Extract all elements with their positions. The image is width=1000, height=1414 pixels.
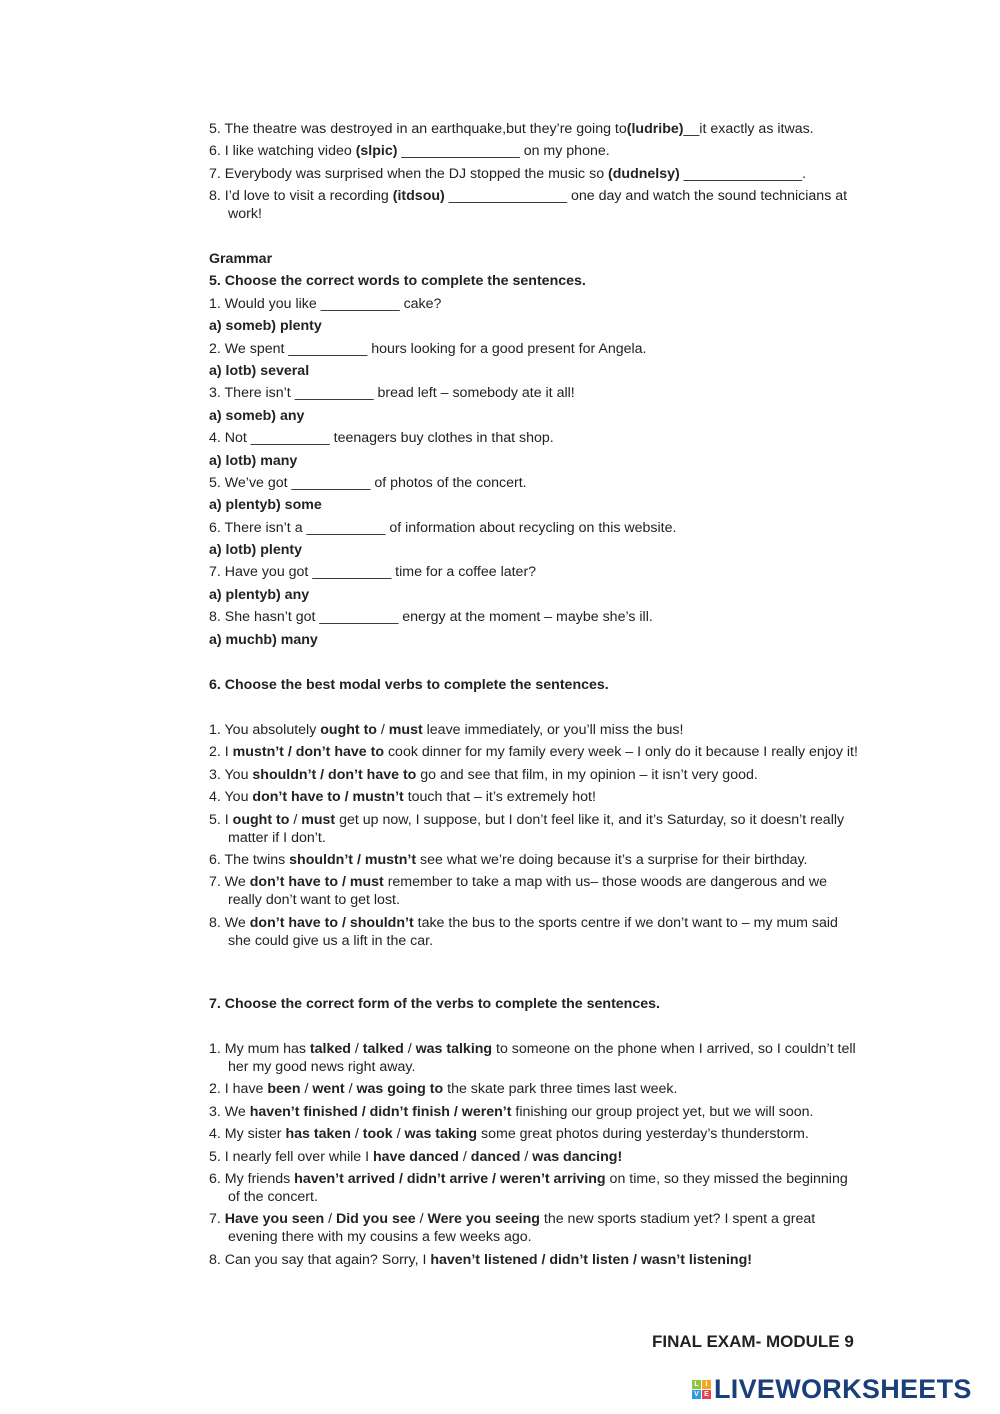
bold-text: 7. Choose the correct form of the verbs to complete the sentences. — [209, 996, 660, 1012]
answer-options — [209, 317, 861, 335]
question-item — [209, 1170, 861, 1206]
text: to someone on the phone when I arrived, so I couldn’t tell her my good news right away. — [228, 1041, 856, 1075]
text: 1. My mum has — [209, 1041, 310, 1057]
question-item — [209, 788, 861, 806]
bold-text: must — [388, 722, 423, 738]
text: / — [376, 722, 389, 738]
text: / — [300, 1081, 313, 1098]
answer-options — [209, 586, 861, 604]
logo-text: LIVEWORKSHEETS — [714, 1374, 972, 1404]
bold-text: don’t have to / mustn’t — [252, 789, 404, 806]
text: 2. I have — [209, 1081, 268, 1098]
question-item — [209, 873, 861, 909]
text: see what we’re doing because it’s a surprise for their birthday. — [416, 851, 808, 868]
text: / — [392, 1126, 405, 1143]
bold-text: ought to — [232, 811, 290, 828]
question-item — [209, 563, 861, 581]
text: 8. She hasn’t got __________ energy at the moment – maybe she’s ill. — [209, 609, 653, 626]
bold-text: (itdsou) — [392, 188, 445, 205]
text: touch that – it’s extremely hot! — [403, 789, 596, 806]
text: _______________ on my phone. — [397, 143, 610, 160]
question-item — [209, 1148, 861, 1166]
text: on time, so they missed the beginning of the concert. — [228, 1170, 848, 1205]
liveworksheets-logo — [692, 1374, 972, 1405]
answer-options — [209, 496, 861, 514]
bold-text: don’t have to / shouldn’t — [249, 914, 414, 931]
answer-option[interactable]: b) any — [267, 586, 310, 603]
question-item — [209, 519, 861, 537]
section — [209, 676, 861, 698]
bold-text: 6. Choose the best modal verbs to complete the sentences. — [209, 677, 609, 693]
text: / — [350, 1126, 363, 1143]
text: 5. The theatre was destroyed in an earthquake,but they’re going to — [209, 121, 627, 137]
text: get up now, I suppose, but I don’t feel like it, and it’s Saturday, so it doesn’t really matter if I don’t. — [228, 811, 845, 846]
text: 7. Have you got __________ time for a coffee later? — [209, 564, 537, 581]
text: 3. We — [209, 1103, 250, 1120]
section — [209, 995, 861, 1017]
logo-tile: V — [692, 1390, 701, 1399]
question-item — [209, 851, 861, 869]
text: 3. You — [209, 766, 253, 783]
text: _______________. — [679, 165, 807, 182]
bold-text: mustn’t / don’t have to — [232, 744, 385, 761]
question-item — [209, 743, 861, 761]
section — [209, 1040, 861, 1273]
text: remember to take a map with us– those woods are dangerous and we really don’t want to get lost. — [228, 874, 827, 909]
text: / — [289, 811, 302, 828]
question-item — [209, 142, 861, 160]
question-item — [209, 429, 861, 447]
question-item — [209, 608, 861, 626]
question-item — [209, 1210, 861, 1246]
text: some great photos during yesterday’s thunderstorm. — [477, 1126, 809, 1143]
text: 1. Would you like __________ cake? — [209, 295, 442, 312]
text: take the bus to the sports centre if we don’t want to – my mum said she could give us a lift in the car. — [228, 914, 838, 949]
bold-text: was going to — [356, 1081, 444, 1098]
bold-text: talked — [309, 1041, 351, 1057]
section-heading — [209, 995, 861, 1013]
question-item — [209, 1125, 861, 1143]
bold-text: have danced — [373, 1148, 459, 1165]
question-item — [209, 187, 861, 223]
answer-option[interactable]: b) any — [262, 407, 305, 424]
section — [209, 120, 861, 228]
answer-option[interactable]: a) plenty — [209, 586, 268, 603]
text: the skate park three times last week. — [443, 1081, 678, 1098]
text: / — [403, 1041, 416, 1057]
bold-text: ought to — [320, 722, 377, 738]
bold-text: Did you see — [335, 1211, 416, 1228]
question-item — [209, 165, 861, 183]
answer-options — [209, 362, 861, 380]
answer-option[interactable]: b) plenty — [242, 542, 303, 559]
logo-tiles-icon — [692, 1380, 711, 1399]
bold-text: (dudnelsy) — [608, 165, 680, 182]
bold-text: took — [362, 1126, 393, 1143]
bold-text: talked — [362, 1041, 404, 1057]
text: 6. The twins — [209, 851, 290, 868]
question-item — [209, 1080, 861, 1098]
bold-text: been — [267, 1081, 301, 1098]
bold-text: was taking — [404, 1126, 478, 1143]
question-item — [209, 1103, 861, 1121]
text: 2. We spent __________ hours looking for a good present for Angela. — [209, 340, 647, 357]
answer-option[interactable]: b) many — [263, 631, 318, 648]
text: 8. We — [209, 914, 250, 931]
answer-options — [209, 407, 861, 425]
bold-text: was dancing! — [532, 1148, 623, 1165]
answer-option[interactable]: a) lot — [209, 542, 243, 559]
logo-tile: L — [692, 1380, 701, 1389]
bold-text: (slpic) — [355, 143, 398, 160]
text: 5. I nearly fell over while I — [209, 1148, 374, 1165]
question-item — [209, 766, 861, 784]
answer-option[interactable]: a) lot — [209, 452, 243, 469]
bold-text: don’t have to / must — [249, 874, 384, 891]
bold-text: shouldn’t / don’t have to — [252, 766, 417, 783]
text: 6. There isn’t a __________ of information about recycling on this website. — [209, 519, 677, 536]
question-item — [209, 1251, 861, 1269]
question-item — [209, 340, 861, 358]
text: 2. I — [209, 744, 233, 761]
text: 6. My friends — [209, 1170, 295, 1187]
answer-options — [209, 631, 861, 649]
section — [209, 250, 861, 653]
bold-text: must — [301, 811, 336, 828]
text: go and see that film, in my opinion – it isn’t very good. — [416, 766, 758, 783]
bold-text: haven’t finished / didn’t finish / weren’t — [249, 1103, 512, 1120]
answer-option[interactable]: a) lot — [209, 362, 243, 379]
question-item — [209, 120, 861, 138]
section-heading — [209, 250, 861, 268]
text: __it exactly as itwas. — [683, 121, 814, 137]
bold-text: Grammar — [209, 251, 273, 267]
bold-text: was talking — [415, 1041, 493, 1057]
text: 7. Everybody was surprised when the DJ stopped the music so — [209, 165, 609, 182]
text: 7. We — [209, 874, 250, 891]
question-item — [209, 474, 861, 492]
text: cook dinner for my family every week – I only do it because I really enjoy it! — [384, 744, 858, 761]
text: 6. I like watching video — [209, 143, 356, 160]
logo-tile: E — [702, 1390, 711, 1399]
bold-text: danced — [470, 1148, 521, 1165]
text: / — [520, 1148, 533, 1165]
text: 8. I’d love to visit a recording — [209, 188, 393, 205]
bold-text: Have you seen — [224, 1211, 325, 1228]
question-item — [209, 811, 861, 847]
bold-text: haven’t arrived / didn’t arrive / weren’t arriving — [294, 1170, 606, 1187]
answer-option[interactable]: b) plenty — [262, 318, 322, 335]
text: finishing our group project yet, but we will soon. — [511, 1103, 814, 1120]
logo-tile: I — [702, 1380, 711, 1389]
text: 1. You absolutely — [209, 722, 321, 738]
footer-title: FINAL EXAM- MODULE 9 — [652, 1332, 854, 1351]
bold-text: went — [312, 1081, 345, 1098]
bold-text: has taken — [285, 1126, 351, 1143]
question-item — [209, 721, 861, 739]
section — [209, 721, 861, 954]
text: / — [324, 1211, 336, 1228]
answer-option[interactable]: a) much — [209, 631, 264, 648]
answer-option[interactable]: b) several — [242, 362, 310, 379]
answer-option[interactable]: a) some — [209, 407, 263, 424]
text: / — [350, 1041, 363, 1057]
answer-option[interactable]: b) many — [242, 452, 298, 469]
bold-text: shouldn’t / mustn’t — [289, 851, 417, 868]
text: 4. My sister — [209, 1126, 286, 1143]
text: / — [458, 1148, 471, 1165]
text: 4. You — [209, 789, 253, 806]
section-heading — [209, 676, 861, 694]
text: 5. We’ve got __________ of photos of the concert. — [209, 474, 527, 491]
answer-option[interactable]: b) some — [267, 497, 322, 514]
text: 4. Not __________ teenagers buy clothes in that shop. — [209, 430, 554, 447]
answer-option[interactable]: a) plenty — [209, 497, 268, 514]
question-item — [209, 295, 861, 313]
text: 3. There isn’t __________ bread left – somebody ate it all! — [209, 385, 575, 402]
text: / — [344, 1081, 357, 1098]
question-item — [209, 384, 861, 402]
text: the new sports stadium yet? I spent a great evening there with my cousins a few weeks ago. — [228, 1211, 816, 1246]
text: 5. I — [209, 811, 233, 828]
text: / — [415, 1211, 428, 1228]
answer-options — [209, 541, 861, 559]
question-item — [209, 1040, 861, 1076]
bold-text: Were you seeing — [427, 1211, 540, 1228]
bold-text: (ludribe) — [626, 121, 684, 137]
bold-text: 5. Choose the correct words to complete the sentences. — [209, 273, 586, 290]
text: 7. — [209, 1211, 225, 1228]
answer-option[interactable]: a) some — [209, 318, 263, 335]
text: 8. Can you say that again? Sorry, I — [209, 1251, 431, 1268]
bold-text: haven’t listened / didn’t listen / wasn’t listening! — [430, 1251, 752, 1268]
answer-options — [209, 452, 861, 470]
text: _______________ one day and watch the sound technicians at work! — [228, 188, 848, 223]
section-heading — [209, 272, 861, 290]
text: leave immediately, or you’ll miss the bus! — [422, 722, 684, 738]
question-item — [209, 914, 861, 950]
